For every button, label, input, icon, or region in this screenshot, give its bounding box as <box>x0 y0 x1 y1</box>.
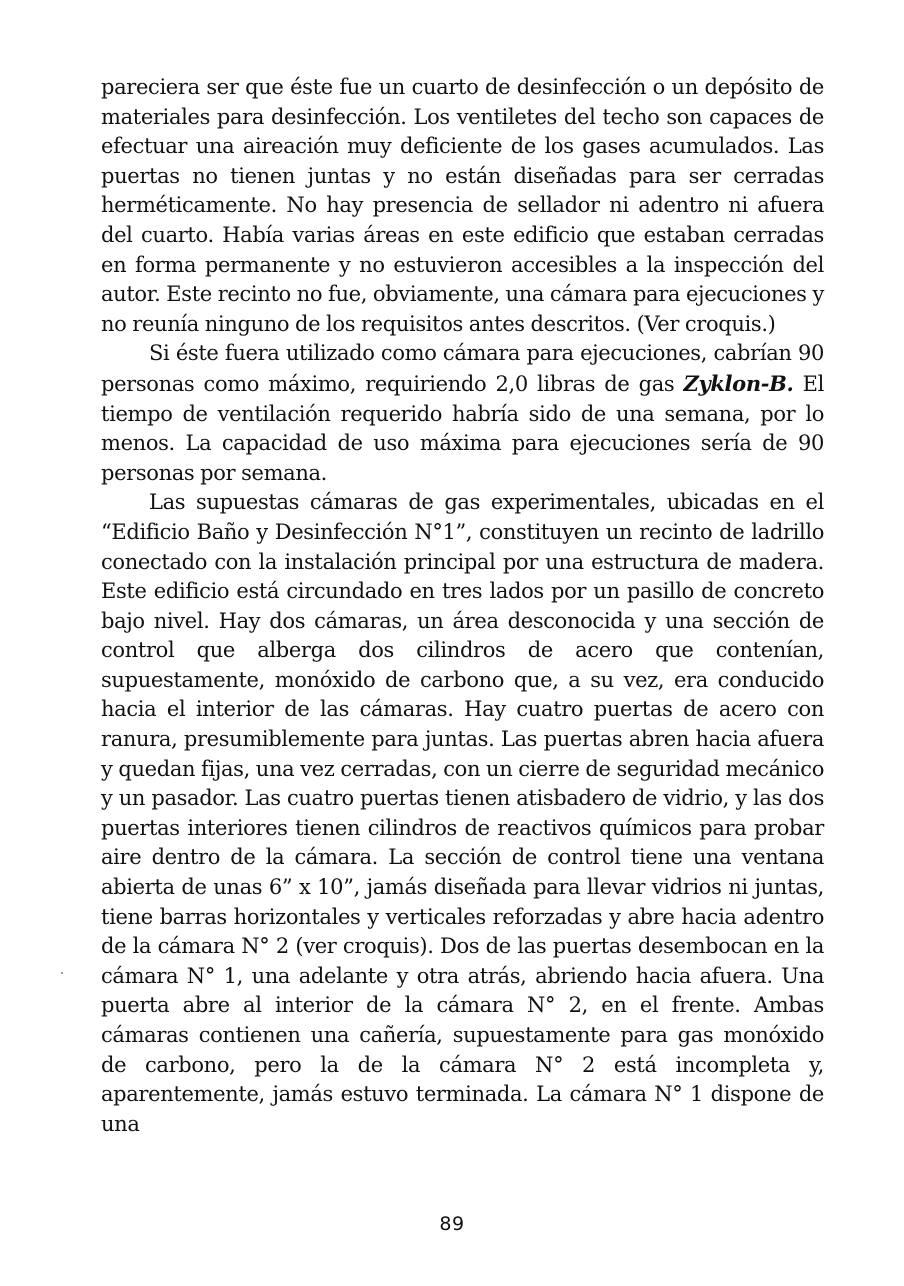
paragraph-2-text-end: El tiempo de ventilación requerido habría sido de una semana, por lo menos. La capacidad de uso máxima para ejecuciones sería de 90 personas por semana. <box>101 371 825 485</box>
paragraph-2 <box>101 339 824 488</box>
body-text <box>101 73 824 1139</box>
paragraph-2-text-start: Si éste fuera utilizado como cámara para ejecuciones, cabrían 90 personas como máximo, requiriendo 2,0 libras de gas <box>101 341 824 396</box>
paragraph-1: pareciera ser que éste fue un cuarto de desinfección o un depósito de materiales para desinfección. Los ventiletes del techo son capaces de efectuar una aireación muy deficiente de los gases acumulados. Las puertas no tienen juntas y no están diseñadas para ser cerradas herméticamente. No hay presencia de sellador ni adentro ni afuera del cuarto. Había varias áreas en este edificio que estaban cerradas en forma permanente y no estuvieron accesibles a la inspección del autor. Este recinto no fue, obviamente, una cámara para ejecuciones y no reunía ninguno de los requisitos antes descritos. (Ver croquis.) <box>101 75 824 336</box>
paragraph-3: Las supuestas cámaras de gas experimentales, ubicadas en el “Edificio Baño y Desinfección N°1”, constituyen un recinto de ladrillo conectado con la instalación principal por una estructura de madera. Este edificio está circundado en tres lados por un pasillo de concreto bajo nivel. Hay dos cámaras, un área desconocida y una sección de control que alberga dos cilindros de acero que contenían, supuestamente, monóxido de carbono que, a su vez, era conducido hacia el interior de las cámaras. Hay cuatro puertas de acero con ranura, presumiblemente para juntas. Las puertas abren hacia afuera y quedan fijas, una vez cerradas, con un cierre de seguridad mecánico y un pasador. Las cuatro puertas tienen atisbadero de vidrio, y las dos puertas interiores tienen cilindros de reactivos químicos para probar aire dentro de la cámara. La sección de control tiene una ventana abierta de unas 6” x 10”, jamás diseñada para llevar vidrios ni juntas, tiene barras horizontales y verticales reforzadas y abre hacia adentro de la cámara N° 2 (ver croquis). Dos de las puertas desembocan en la cámara N° 1, una adelante y otra atrás, abriendo hacia afuera. Una puerta abre al interior de la cámara N° 2, en el frente. Ambas cámaras contienen una cañería, supuestamente para gas monóxido de carbono, pero la de la cámara N° 2 está incompleta y, aparentemente, jamás estuvo terminada. La cámara N° 1 dispone de una <box>101 490 824 1136</box>
margin-speck <box>61 972 63 974</box>
page-number: 89 <box>439 1213 465 1235</box>
paragraph-2-italic-term: Zyklon-B. <box>683 370 794 396</box>
